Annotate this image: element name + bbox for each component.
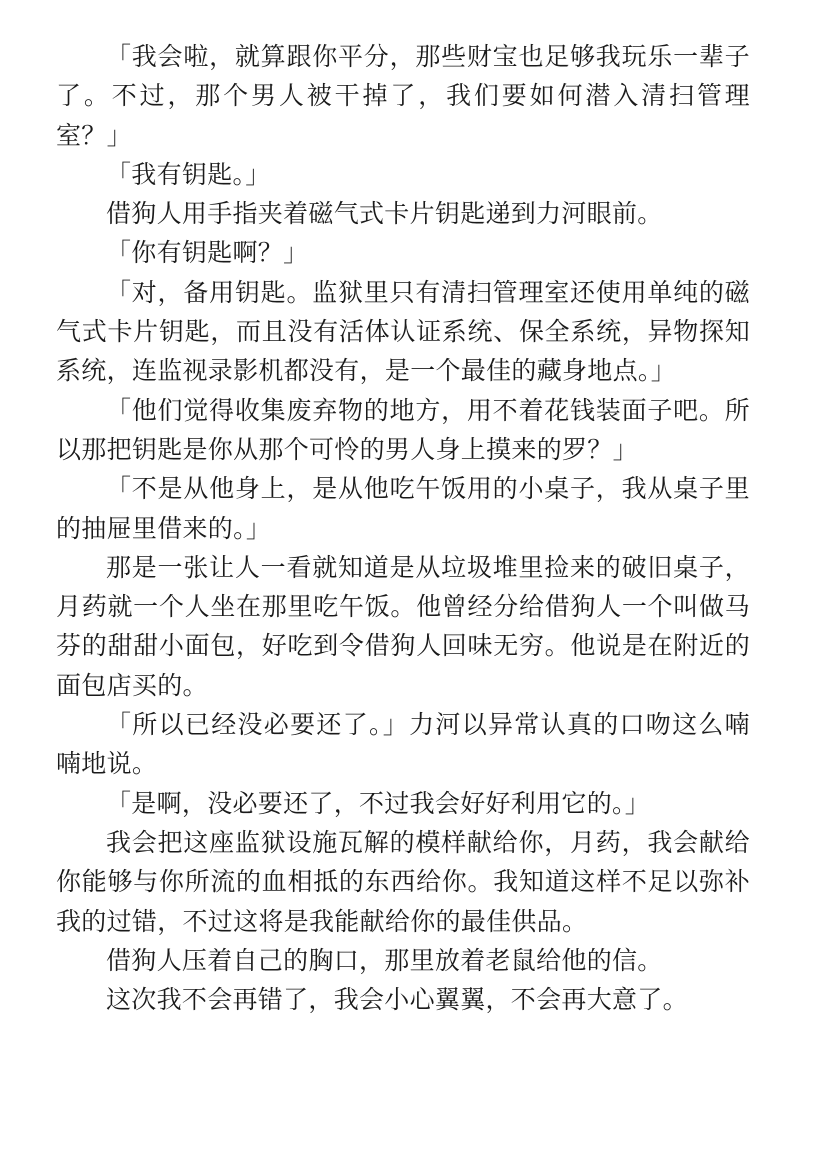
paragraph-4: 「你有钥匙啊？」 <box>106 238 309 268</box>
paragraph-10: 「是啊，没必要还了，不过我会好好利用它的。」 <box>106 788 651 818</box>
paragraph-1: 「我会啦，就算跟你平分，那些财宝也足够我玩乐一辈子了。不过，那个男人被干掉了，我们要如何潜入清扫管理室？」 <box>56 42 750 150</box>
paragraph-3: 借狗人用手指夹着磁气式卡片钥匙递到力河眼前。 <box>106 199 663 229</box>
paragraph-7: 「不是从他身上，是从他吃午饭用的小桌子，我从桌子里的抽屉里借来的。」 <box>56 474 750 543</box>
paragraph-8: 那是一张让人一看就知道是从垃圾堆里捡来的破旧桌子，月药就一个人坐在那里吃午饭。他曾经分给借狗人一个叫做马芬的甜甜小面包，好吃到令借狗人回味无穷。他说是在附近的面包店买的。 <box>56 552 750 700</box>
paragraph-2: 「我有钥匙。」 <box>106 159 271 189</box>
paragraph-13: 这次我不会再错了，我会小心翼翼，不会再大意了。 <box>106 985 688 1015</box>
paragraph-9: 「所以已经没必要还了。」力河以异常认真的口吻这么喃喃地说。 <box>56 710 750 779</box>
paragraph-5: 「对，备用钥匙。监狱里只有清扫管理室还使用单纯的磁气式卡片钥匙，而且没有活体认证系统、保全系统，异物探知系统，连监视录影机都没有，是一个最佳的藏身地点。」 <box>56 277 750 386</box>
paragraph-11: 我会把这座监狱设施瓦解的模样献给你，月药，我会献给你能够与你所流的血相抵的东西给你。我知道这样不足以弥补我的过错，不过这将是我能献给你的最佳供品。 <box>56 827 750 936</box>
paragraph-12: 借狗人压着自己的胸口，那里放着老鼠给他的信。 <box>106 945 663 975</box>
paragraph-6: 「他们觉得收集废弃物的地方，用不着花钱装面子吧。所以那把钥匙是你从那个可怜的男人身上摸来的罗？」 <box>56 395 750 464</box>
page-body <box>56 37 750 1019</box>
